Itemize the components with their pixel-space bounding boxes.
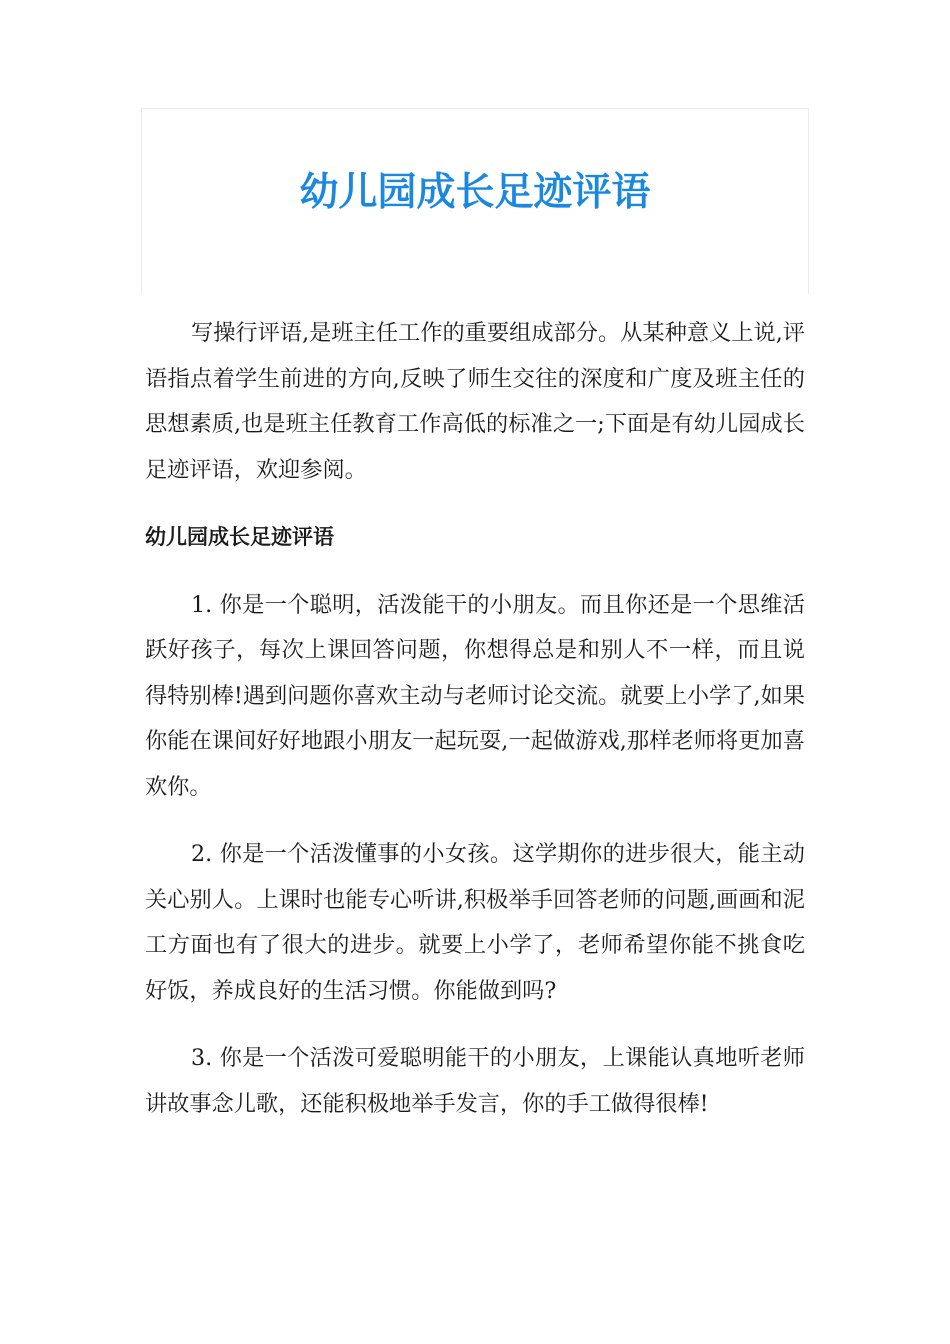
document-body — [145, 311, 805, 1149]
comment-item-3: 3. 你是一个活泼可爱聪明能干的小朋友，上课能认真地听老师讲故事念儿歌，还能积极地举手发言，你的手工做得很棒! — [145, 1045, 805, 1117]
comment-item-2: 2. 你是一个活泼懂事的小女孩。这学期你的进步很大，能主动关心别人。上课时也能专心听讲,积极举手回答老师的问题,画画和泥工方面也有了很大的进步。就要上小学了，老师希望你能不挑食吃好饭，养成良好的生活习惯。你能做到吗? — [145, 841, 805, 1004]
comment-item-1: 1. 你是一个聪明，活泼能干的小朋友。而且你还是一个思维活跃好孩子，每次上课回答问题，你想得总是和别人不一样，而且说得特别棒!遇到问题你喜欢主动与老师讨论交流。就要上小学了,如果你能在课间好好地跟小朋友一起玩耍,一起做游戏,那样老师将更加喜欢你。 — [145, 591, 805, 800]
section-heading: 幼儿园成长足迹评语 — [145, 525, 334, 549]
intro-paragraph: 写操行评语,是班主任工作的重要组成部分。从某种意义上说,评语指点着学生前进的方向,反映了师生交往的深度和广度及班主任的思想素质,也是班主任教育工作高低的标准之一;下面是有幼儿园成长足迹评语，欢迎参阅。 — [145, 320, 805, 483]
document-title: 幼儿园成长足迹评语 — [299, 170, 651, 215]
